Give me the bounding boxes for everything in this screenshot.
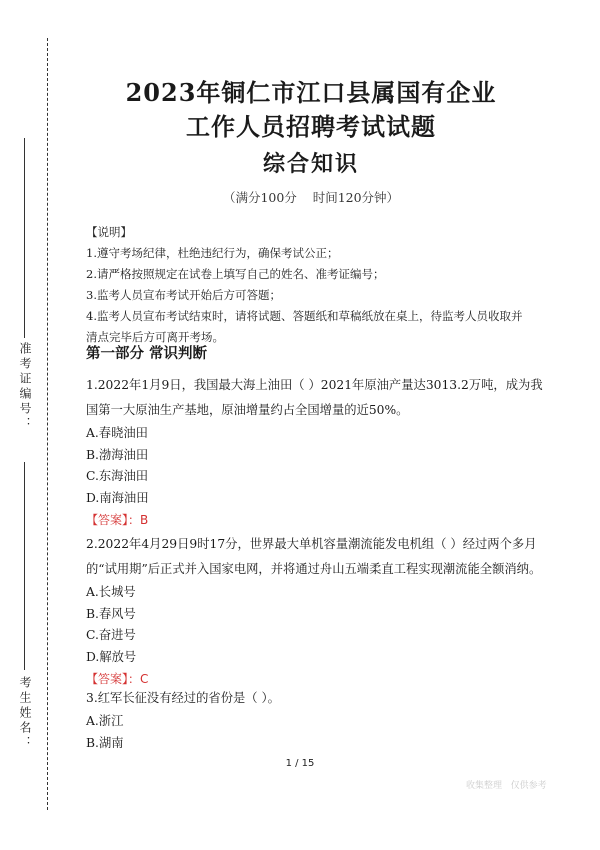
option-c: C.东海油田 (86, 469, 149, 483)
candidate-name-write-line (24, 462, 25, 670)
answer-label: 【答案】：C (86, 672, 149, 686)
option-a: A.长城号 (86, 585, 136, 599)
binding-margin-dashed-line (47, 38, 48, 810)
option-b: B.渤海油田 (86, 447, 149, 462)
instruction-item: 清点完毕后方可离开考场。 (86, 330, 224, 344)
section-title: 第一部分 常识判断 (86, 346, 208, 362)
question-stem: 2.2022年4月29日9时17分，世界最大单机容量潮流能发电机组（ ）经过两个多月的“试用期”后正式并入国家电网，并将通过舟山五端柔直工程实现潮流能全额消纳。 (86, 537, 542, 576)
question-2 (86, 532, 546, 690)
candidate-name-label: 考生姓名： (18, 676, 32, 751)
question-3 (86, 686, 546, 754)
exam-subject: 综合知识 (262, 152, 359, 177)
option-a: A.春晓油田 (86, 426, 148, 440)
question-stem: 3.红军长征没有经过的省份是（ ）。 (86, 691, 280, 705)
candidate-id-write-line (24, 138, 25, 338)
instruction-item: 4.监考人员宣布考试结束时，请将试题、答题纸和草稿纸放在桌上，待监考人员收取并 (86, 309, 523, 323)
option-a: A.浙江 (86, 714, 124, 728)
instruction-item: 2.请严格按照规定在试卷上填写自己的姓名、准考证编号； (86, 267, 385, 281)
watermark-text: 收集整理 仅供参考 (466, 781, 547, 791)
option-d: D.南海油田 (86, 490, 149, 505)
score-time-info: （满分100分 时间120分钟） (222, 190, 400, 205)
option-b: B.湖南 (86, 735, 124, 750)
question-stem: 1.2022年1月9日，我国最大海上油田（ ）2021年原油产量达3013.2万吨，成为我国第一大原油生产基地，原油增量约占全国增量的近50%。 (86, 378, 543, 417)
instructions-block (86, 222, 546, 348)
exam-title-line2: 工作人员招聘考试试题 (186, 112, 436, 141)
option-b: B.春风号 (86, 606, 136, 621)
candidate-id-label: 准考证编号： (18, 342, 32, 432)
instructions-heading: 【说明】 (86, 225, 132, 239)
page-number: 1 / 15 (285, 758, 315, 769)
exam-title-line1: 2023年铜仁市江口县属国有企业 (125, 78, 497, 107)
option-c: C.奋进号 (86, 628, 136, 642)
answer-label: 【答案】：B (86, 513, 149, 527)
question-1 (86, 373, 546, 531)
instruction-item: 3.监考人员宣布考试开始后方可答题； (86, 288, 281, 302)
instruction-item: 1.遵守考场纪律，杜绝违纪行为，确保考试公正； (86, 246, 339, 260)
option-d: D.解放号 (86, 649, 137, 664)
